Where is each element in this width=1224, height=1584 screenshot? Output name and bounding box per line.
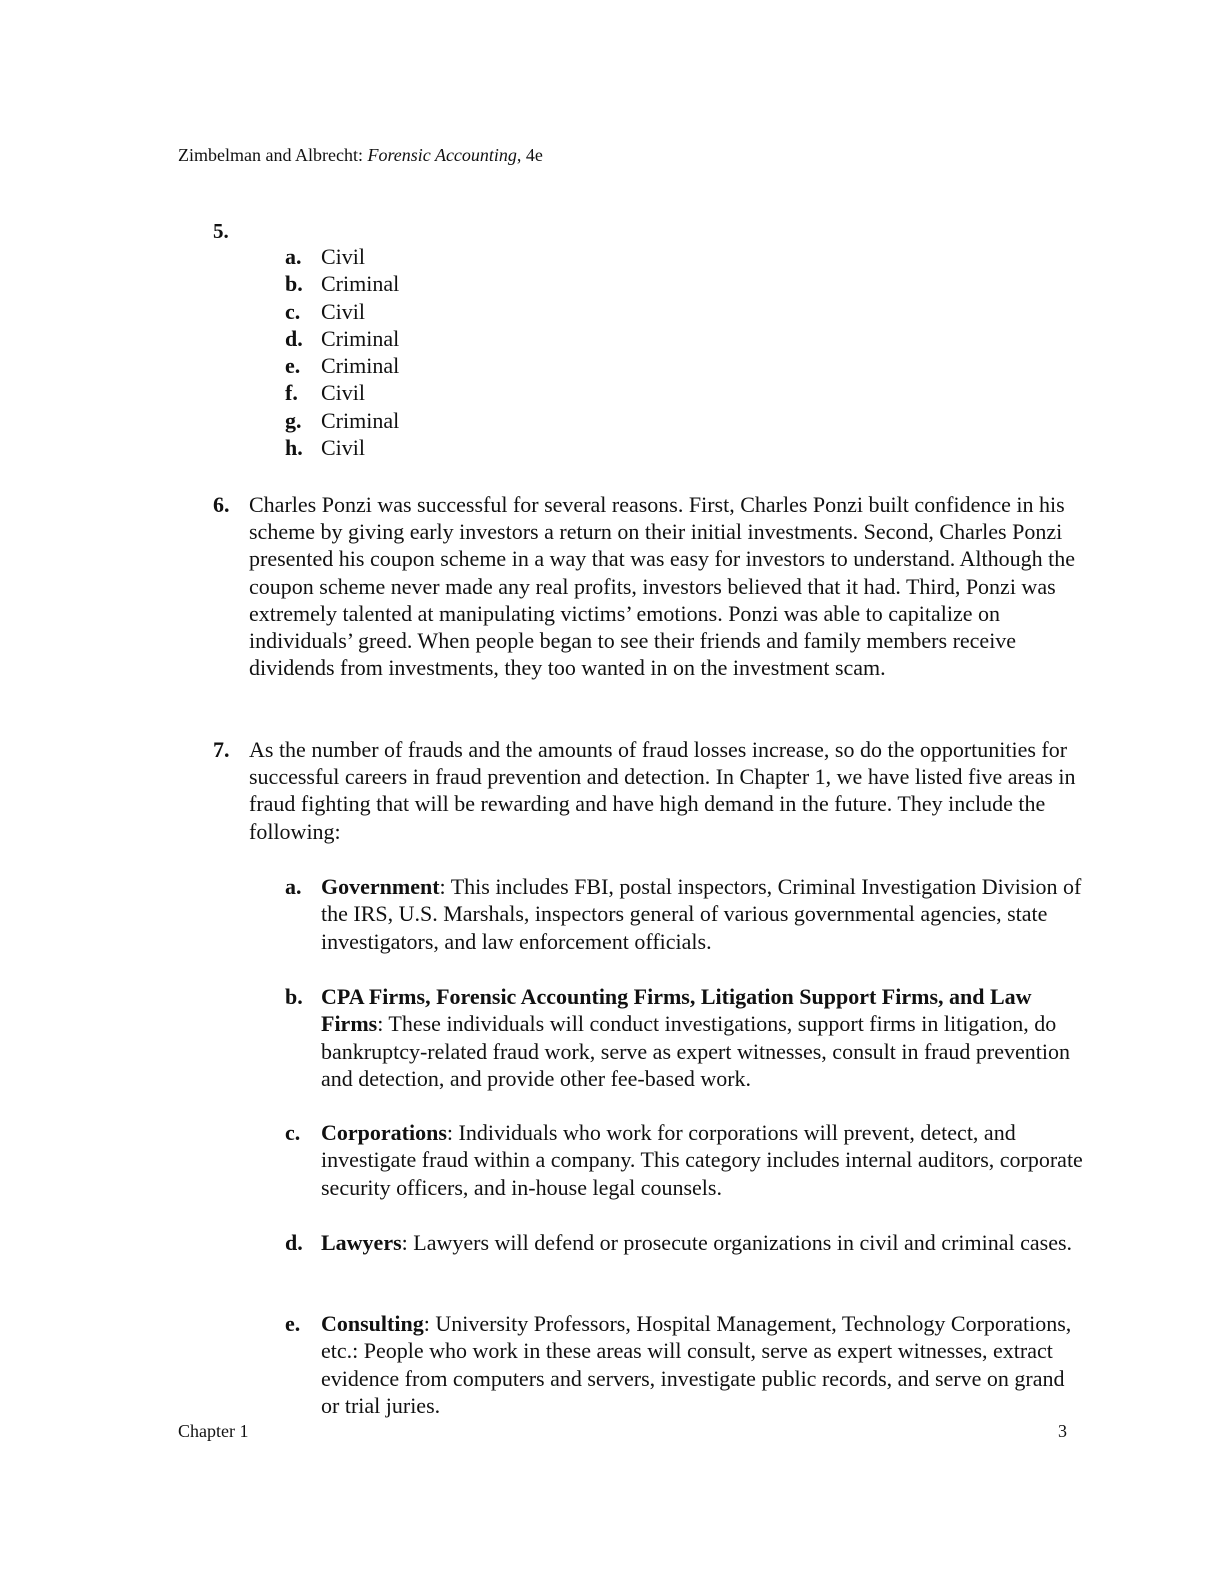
answer-item [285,325,399,352]
answer-item [285,270,399,297]
area-term: Corporations [321,1120,447,1145]
area-term: CPA Firms, Forensic Accounting Firms, Litigation Support Firms, and Law Firms [321,984,1032,1037]
footer-page-number: 3 [1058,1421,1067,1441]
area-term: Government [321,874,440,899]
answer-item [285,407,399,434]
answer-text: Civil [321,380,366,406]
area-description: : This includes FBI, postal inspectors, Criminal Investigation Division of the IRS, U.S. Marshals, inspectors general of various governmental agencies, state investigators, and law enforcement officials. [321,874,1082,954]
area-description: : These individuals will conduct investigations, support firms in litigation, do bankruptcy-related fraud work, serve as expert witnesses, consult in fraud prevention and detection, and provide other fee-based work. [321,1011,1070,1091]
answer-text: Criminal [321,407,400,433]
area-letter: b. [285,984,303,1009]
answer-letter: b. [285,271,303,297]
area-letter: a. [285,874,302,899]
answer-letter: d. [285,325,303,351]
career-area-lawyers [285,1229,1085,1256]
area-term: Consulting [321,1311,424,1336]
area-description: : University Professors, Hospital Management, Technology Corporations, etc.: People who work in these areas will consult, serve as expert witnesses, extract evidence from computers and servers, investigate public records, and serve on grand or trial juries. [321,1311,1072,1418]
answer-letter: e. [285,353,301,379]
career-area-corporations [285,1119,1085,1201]
answer-letter: c. [285,298,301,324]
area-term: Lawyers [321,1230,402,1255]
question-6-number: 6. [213,492,230,517]
question-6 [213,491,1093,681]
answer-letter: g. [285,407,302,433]
answer-text: Criminal [321,271,400,297]
answer-item [285,434,399,461]
question-6-text: Charles Ponzi was successful for several reasons. First, Charles Ponzi built confidence in his scheme by giving early investors a return on their initial investments. Second, Charles Ponzi presented his coupon scheme in a way that was easy for investors to understand. Although the coupon scheme never made any real profits, investors believed that it had. Third, Ponzi was extremely talented at manipulating victims’ emotions. Ponzi was able to capitalize on individuals’ greed. When people began to see their friends and family members receive dividends from investments, they too wanted in on the investment scam. [249,492,1076,681]
answer-text: Criminal [321,325,400,351]
answer-item [285,243,399,270]
area-description: : Individuals who work for corporations will prevent, detect, and investigate fraud within a company. This category includes internal auditors, corporate security officers, and in-house legal counsels. [321,1120,1083,1200]
answer-letter: f. [285,380,298,406]
answer-item [285,352,399,379]
area-letter: e. [285,1311,301,1336]
question-7-text: As the number of frauds and the amounts of fraud losses increase, so do the opportunities for successful careers in fraud prevention and detection. In Chapter 1, we have listed five areas in fraud fighting that will be rewarding and have high demand in the future. They include the following: [249,737,1076,844]
answer-text: Civil [321,435,366,461]
question-7 [213,736,1093,845]
question-7-number: 7. [213,737,230,762]
answer-letter: a. [285,244,302,269]
area-description: : Lawyers will defend or prosecute organizations in civil and criminal cases. [401,1230,1073,1255]
answer-text: Civil [321,298,366,324]
career-area-consulting [285,1310,1085,1419]
question-5-answer-list [285,243,399,461]
header-edition: , 4e [516,145,543,165]
answer-item [285,379,399,406]
area-letter: c. [285,1120,301,1145]
career-area-government [285,873,1085,955]
area-letter: d. [285,1230,303,1255]
header-authors: Zimbelman and Albrecht: [178,145,368,165]
answer-letter: h. [285,435,303,461]
running-header [178,145,543,166]
answer-text: Criminal [321,353,400,379]
question-5-number: 5. [213,219,229,243]
answer-item [285,298,399,325]
header-book-title: Forensic Accounting [367,145,517,165]
footer-chapter: Chapter 1 [178,1421,249,1441]
answer-text: Civil [321,244,366,269]
career-area-firms [285,983,1085,1092]
